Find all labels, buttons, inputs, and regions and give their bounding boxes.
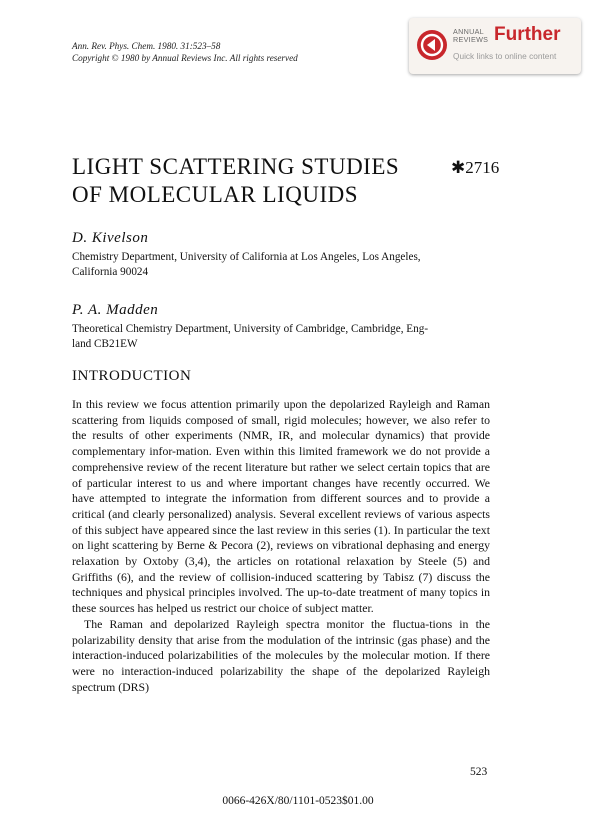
author-affiliation: Theoretical Chemistry Department, University of Cambridge, Cambridge, Eng- land CB21EW — [72, 323, 429, 350]
title-line-2: OF MOLECULAR LIQUIDS — [72, 182, 358, 207]
author-name: D. Kivelson — [72, 230, 149, 246]
banner-tagline: Quick links to online content — [453, 51, 557, 61]
footer-code: 0066-426X/80/1101-0523$01.00 — [222, 795, 374, 807]
body-text — [72, 397, 490, 695]
journal-header — [72, 40, 298, 64]
further-banner[interactable] — [409, 18, 581, 74]
paragraph: The Raman and depolarized Rayleigh spectra monitor the fluctua-tions in the polarizability density that arise from the modulation of the intrinsic (gas phase) and the interaction-induced polarizabilities of the molecules by the molecular motion. If there were no interaction-induced polarizability the shape of the depolarized Rayleigh spectrum (DRS) — [72, 616, 490, 694]
further-label: Further — [494, 24, 561, 45]
copyright-notice: Copyright © 1980 by Annual Reviews Inc. All rights reserved — [72, 53, 298, 63]
author-affiliation: Chemistry Department, University of California at Los Angeles, Los Angeles, California 90024 — [72, 251, 421, 278]
author-name: P. A. Madden — [72, 302, 159, 318]
title-line-1: LIGHT SCATTERING STUDIES — [72, 154, 400, 179]
page-number: 523 — [470, 766, 488, 778]
annual-reviews-brand: ANNUAL REVIEWS — [453, 27, 489, 44]
section-heading: INTRODUCTION — [72, 368, 192, 384]
article-order-code: ✱2716 — [451, 158, 500, 177]
article-title — [72, 153, 432, 209]
play-circle-icon — [417, 30, 447, 60]
paragraph: In this review we focus attention primarily upon the depolarized Rayleigh and Raman scattering from liquids composed of small, rigid molecules; however, we also refer to the results of other experiments (NMR, IR, and molecular dynamics) that provide complementary infor-mation. Even within this limited framework we do not provide a comprehensive review of the recent literature but rather we select certain topics that are of particular interest to us and where important changes have recently occurred. We have attempted to integrate the information from different sources and to provide a critical (and clearly personalized) analysis. Several excellent reviews of various aspects of this subject have appeared since the last review in this series (1). In particular the text on light scattering by Berne & Pecora (2), reviews on vibrational dephasing and energy relaxation by Oxtoby (3,4), the articles on rotational relaxation by Steele (5) and Griffiths (6), and the review of collision-induced scattering by Tabisz (7) discuss the techniques and physical principles involved. The up-to-date treatment of many topics in these sources has helped us restrict our choice of subject matter. — [72, 397, 490, 616]
journal-citation: Ann. Rev. Phys. Chem. 1980. 31:523–58 — [72, 41, 221, 51]
